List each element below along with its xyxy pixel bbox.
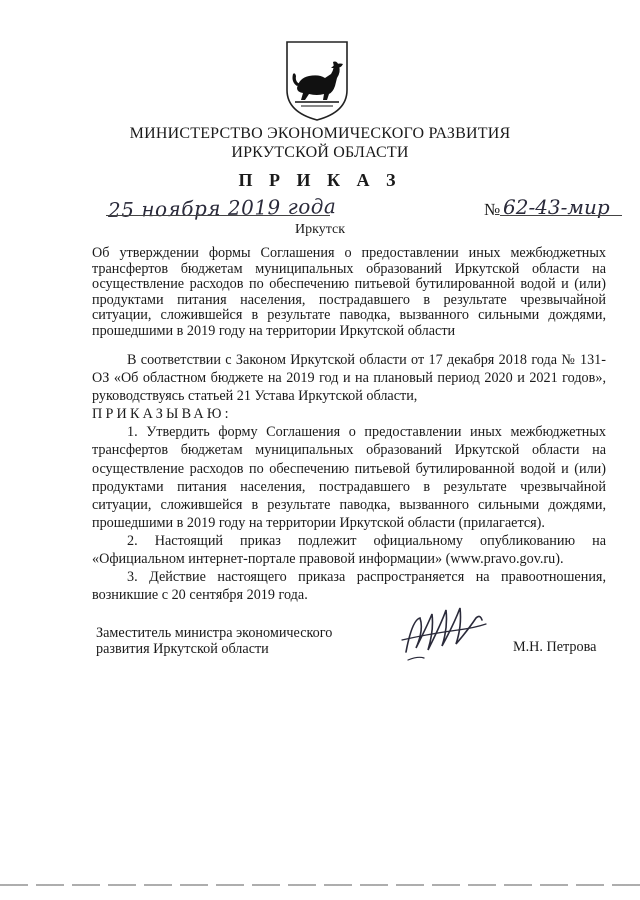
handwritten-date: 25 ноября 2019 года <box>107 194 337 222</box>
order-title: Об утверждении формы Соглашения о предоставлении иных межбюджетных трансфертов бюджетам муниципальных образований Иркутской области на осуществление расходов по обеспечению питьевой бутилированной водой и (или) продуктами питания населения, пострадавшего в результате чрезвычайной ситуации, сложившейся в результате паводка, вызванного сильными дождями, прошедшими в 2019 году на территории Иркутской области <box>92 245 606 339</box>
coat-of-arms-icon <box>283 38 351 122</box>
document-type-heading: П Р И К А З <box>238 170 402 190</box>
number-underline <box>500 215 622 216</box>
signatory-position-line1: Заместитель министра экономического <box>96 625 333 641</box>
handwritten-order-number: 62-43-мир <box>503 195 610 219</box>
signatory-position-line2: развития Иркутской области <box>96 640 269 657</box>
signatory-name: М.Н. Петрова <box>513 639 597 655</box>
scan-artifact-line <box>0 884 640 886</box>
signatory-position <box>96 626 332 657</box>
handwritten-signature <box>398 600 490 668</box>
order-item-3: 3. Действие настоящего приказа распространяется на правоотношения, возникшие с 20 сентября 2019 года. <box>92 569 606 604</box>
order-keyword: ПРИКАЗЫВАЮ: <box>92 406 232 423</box>
preamble-paragraph: В соответствии с Законом Иркутской области от 17 декабря 2018 года № 131-ОЗ «Об областном бюджете на 2019 год и на плановый период 2020 и 2021 годов», руководствуясь статьей 21 Устава Иркутской области, <box>92 352 606 405</box>
city-name: Иркутск <box>294 222 346 237</box>
ministry-name-line2: ИРКУТСКОЙ ОБЛАСТИ <box>231 144 409 161</box>
order-item-1: 1. Утвердить форму Соглашения о предоставлении иных межбюджетных трансфертов бюджетам муниципальных образований Иркутской области на осуществление расходов по обеспечению питьевой бутилированной водой и (или) продуктами питания населения, пострадавшего в результате чрезвычайной ситуации, сложившейся в результате паводка, вызванного сильными дождями, прошедшими в 2019 году на территории Иркутской области (прилагается). <box>92 424 606 531</box>
order-item-2: 2. Настоящий приказ подлежит официальному опубликованию на «Официальном интернет-портале правовой информации» (www.pravo.gov.ru). <box>92 532 606 568</box>
number-sign: № <box>484 200 501 219</box>
ministry-name-line1: МИНИСТЕРСТВО ЭКОНОМИЧЕСКОГО РАЗВИТИЯ <box>129 125 511 142</box>
order-body <box>92 351 606 604</box>
date-underline <box>106 215 330 216</box>
